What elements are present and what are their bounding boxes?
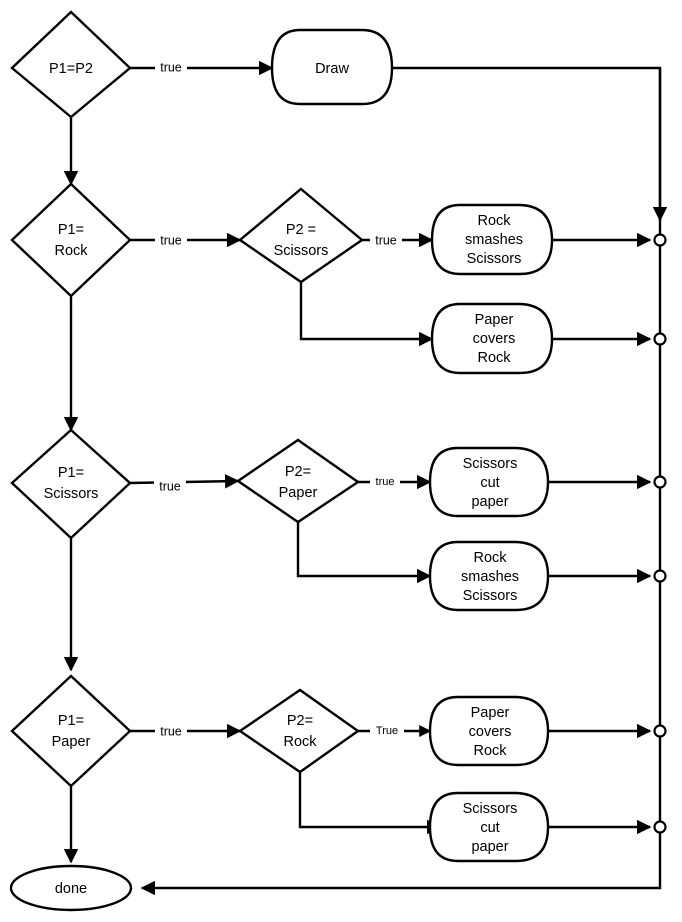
edge-label-p1scissors-true: true	[159, 479, 181, 494]
terminator-draw-label: Draw	[315, 60, 349, 77]
terminator-scissors-cut-paper-2-line1: Scissors	[462, 800, 518, 817]
bus-junction-6	[655, 822, 666, 833]
decision-p1-paper-label-line2: Paper	[51, 733, 91, 750]
terminator-rock-smashes-scissors-2-line3: Scissors	[462, 587, 518, 604]
edge-p2rock-false-to-scissorscut	[300, 772, 440, 827]
decision-p2-rock-label-line2: Rock	[283, 733, 317, 750]
terminator-paper-covers-rock-2-line1: Paper	[470, 704, 510, 721]
decision-p1-rock	[12, 184, 130, 296]
terminator-scissors-cut-paper-2-line2: cut	[480, 819, 500, 836]
decision-p2-paper	[238, 440, 358, 522]
terminator-rock-smashes-scissors-2-line2: smashes	[460, 568, 520, 585]
edge-label-p2paper-true: true	[375, 475, 395, 488]
decision-p1-scissors-label-line2: Scissors	[43, 485, 99, 502]
decision-p2-scissors-label-line1: P2 =	[285, 221, 317, 238]
bus-junction-3	[655, 477, 666, 488]
bus-junction-4	[655, 571, 666, 582]
edge-label-p2scissors-true: true	[375, 233, 397, 248]
decision-p2-paper-label-line2: Paper	[278, 484, 318, 501]
decision-p2-paper-label-line1: P2=	[284, 463, 312, 480]
edge-bus-to-done	[142, 68, 660, 888]
terminator-rock-smashes-scissors-1-line3: Scissors	[466, 250, 522, 267]
terminator-rock-smashes-scissors-1-line1: Rock	[477, 212, 511, 229]
terminator-rock-smashes-scissors-2-line1: Rock	[473, 549, 507, 566]
decision-p2-scissors-label-line2: Scissors	[273, 242, 329, 259]
decision-p1-scissors-label-line1: P1=	[57, 464, 85, 481]
decision-p1-paper	[12, 676, 130, 786]
decision-p2-rock-label-line1: P2=	[286, 712, 314, 729]
edge-label-p1rock-true: true	[160, 233, 182, 248]
terminator-scissors-cut-paper-1-line1: Scissors	[462, 455, 518, 472]
decision-p2-rock	[240, 690, 358, 772]
terminator-scissors-cut-paper-1-line2: cut	[480, 474, 500, 491]
terminator-paper-covers-rock-2-line2: covers	[468, 723, 512, 740]
edge-draw-to-bus	[392, 68, 660, 220]
terminator-scissors-cut-paper-2-line3: paper	[471, 838, 509, 855]
terminator-paper-covers-rock-1-line3: Rock	[477, 349, 511, 366]
terminator-scissors-cut-paper-1-line3: paper	[471, 493, 509, 510]
edge-p2scissors-false-to-papercovers	[301, 282, 432, 339]
terminator-done-label: done	[54, 880, 88, 897]
terminator-rock-smashes-scissors-1-line2: smashes	[464, 231, 524, 248]
decision-p1-scissors	[12, 430, 130, 538]
terminator-paper-covers-rock-1-line2: covers	[472, 330, 516, 347]
terminator-paper-covers-rock-1-line1: Paper	[474, 311, 514, 328]
bus-junction-1	[655, 235, 666, 246]
bus-junction-5	[655, 726, 666, 737]
edge-label-p1paper-true: true	[160, 724, 182, 739]
edge-label-p1eqp2-true: true	[160, 60, 182, 75]
decision-p1-rock-label-line2: Rock	[54, 242, 88, 259]
edge-p2paper-false-to-rocksmashes	[298, 522, 430, 576]
decision-p1-paper-label-line1: P1=	[57, 712, 85, 729]
bus-junction-2	[655, 334, 666, 345]
edge-label-p2rock-true: True	[375, 724, 399, 737]
decision-p1-equals-p2-label: P1=P2	[49, 60, 93, 77]
decision-p1-rock-label-line1: P1=	[57, 221, 85, 238]
terminator-paper-covers-rock-2-line3: Rock	[473, 742, 507, 759]
